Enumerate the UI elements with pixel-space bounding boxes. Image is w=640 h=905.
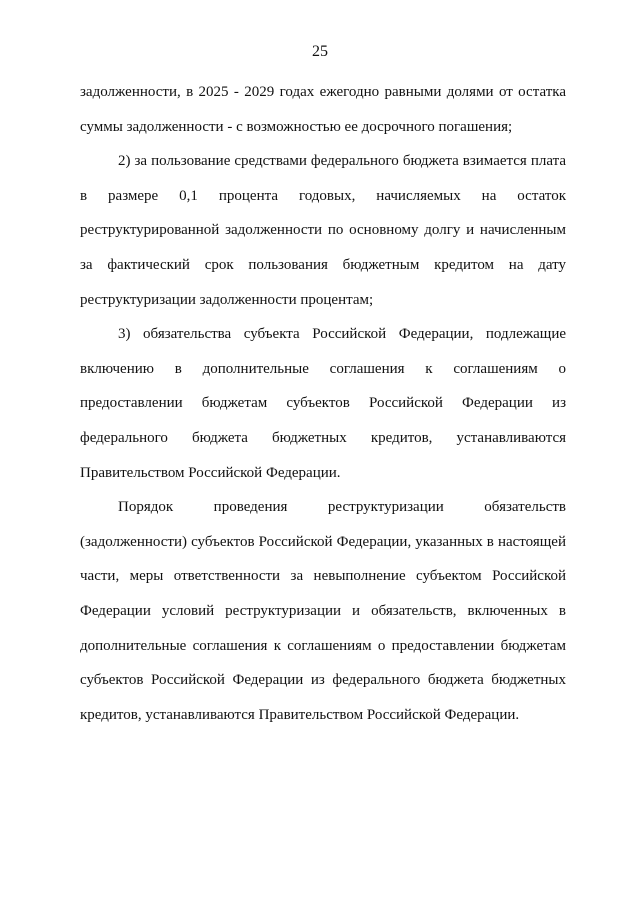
paragraph-item-3: 3) обязательства субъекта Российской Федерации, подлежащие включению в дополнительные соглашения к соглашениям о предоставлении бюджетам субъектов Российской Федерации из федерального бюджета бюджетных кредитов, устанавливаются Правительством Российской Федерации. (80, 326, 566, 481)
paragraph-item-2: 2) за пользование средствами федерального бюджета взимается плата в размере 0,1 процента годовых, начисляемых на остаток реструктурированной задолженности по основному долгу и начисленным за фактический срок пользования бюджетным кредитом на дату реструктуризации задолженности процентам; (80, 153, 566, 308)
paragraph-continuation: задолженности, в 2025 - 2029 годах ежегодно равными долями от остатка суммы задолженности - с возможностью ее досрочного погашения; (80, 84, 566, 135)
page-number: 25 (312, 43, 328, 60)
document-body (80, 75, 566, 732)
paragraph-procedure: Порядок проведения реструктуризации обязательств (задолженности) субъектов Российской Федерации, указанных в настоящей части, меры ответственности за невыполнение субъектом Российской Федерации условий реструктуризации и обязательств, включенных в дополнительные соглашения к соглашениям о предоставлении бюджетам субъектов Российской Федерации из федерального бюджета бюджетных кредитов, устанавливаются Правительством Российской Федерации. (80, 499, 566, 723)
